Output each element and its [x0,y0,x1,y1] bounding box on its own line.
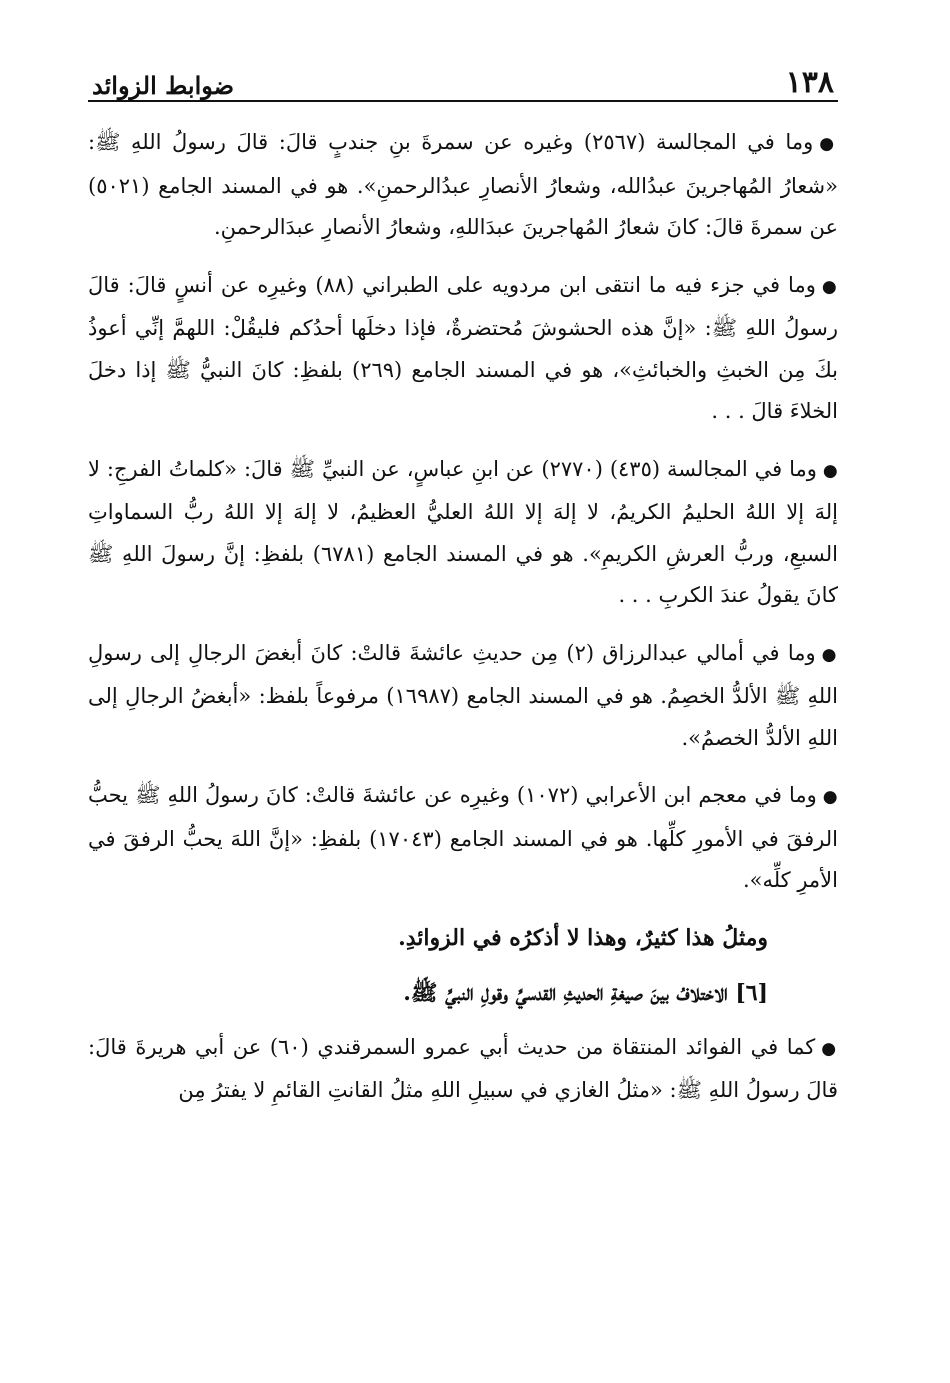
page-content [88,122,838,1112]
paragraph-text: وما في المجالسة (٢٥٦٧) وغيره عن سمرةَ بنِ جندبٍ قالَ: قالَ رسولُ اللهِ ﷺ: «شعارُ المُهاجرينَ عبدُالله، وشعارُ الأنصارِ عبدُالرحمنِ». هو في المسند الجامع (٥٠٢١) عن سمرةَ قالَ: كانَ شعارُ المُهاجرينَ عبدَاللهِ، وشعارُ الأنصارِ عبدَالرحمنِ. [88,130,838,239]
closing-note: ومثلُ هذا كثيرٌ، وهذا لا أذكرُه في الزوائدِ. [398,924,768,951]
paragraph-text: وما في أمالي عبدالرزاق (٢) مِن حديثِ عائشةَ قالتْ: كانَ أبغضَ الرجالِ إلى رسولِ اللهِ ﷺ الألدُّ الخصِمُ. هو في المسند الجامع (١٦٩٨٧) مرفوعاً بلفظ: «أبغضُ الرجالِ إلى اللهِ الألدُّ الخصمُ». [88,640,838,750]
bullet-icon: ● [821,276,838,297]
page [88,58,838,1348]
paragraph [88,1027,838,1112]
paragraph-text: وما في المجالسة (٤٣٥) (٢٧٧٠) عن ابنِ عباسٍ، عن النبيِّ ﷺ قالَ: «كلماتُ الفرجِ: لا إلهَ إلا اللهُ الحليمُ الكريمُ، لا إلهَ إلا اللهُ العليُّ العظيمُ، لا إلهَ إلا اللهُ ربُّ السماواتِ السبعِ، وربُّ العرشِ الكريمِ». هو في المسند الجامع (٦٧٨١) بلفظِ: إنَّ رسولَ اللهِ ﷺ كانَ يقولُ عندَ الكربِ . . . [88,456,839,607]
paragraph-text: وما في جزء فيه ما انتقى ابن مردويه على الطبراني (٨٨) وغيرِه عن أنسٍ قالَ: قالَ رسولُ اللهِ ﷺ: «إنَّ هذه الحشوشَ مُحتضرةٌ، فإذا دخلَها أحدُكم فليقُلْ: اللهمَّ إنِّي أعوذُ بكَ مِن الخبثِ والخبائثِ»، هو في المسند الجامع (٢٦٩) بلفظِ: كانَ النبيُّ ﷺ إذا دخلَ الخلاءَ قالَ . . . [88,272,838,423]
bullet-icon: ● [821,1038,838,1059]
bullet-icon: ● [819,134,838,154]
paragraph [88,265,838,433]
paragraph-text: كما في الفوائد المنتقاة من حديث أبي عمرو السمرقندي (٦٠) عن أبي هريرةَ قالَ: قالَ رسولُ اللهِ ﷺ: «مثلُ الغازي في سبيلِ اللهِ مثلُ القانتِ القائمِ لا يفترُ مِن [88,1034,838,1102]
paragraph [88,122,838,249]
paragraph [88,775,838,902]
paragraph [88,633,838,760]
bullet-icon: ● [822,460,838,481]
running-title: ضوابط الزوائد [92,71,235,100]
page-header [88,58,838,102]
paragraph [88,449,838,617]
bullet-icon: ● [821,644,838,665]
section-heading: [٦] الاختلافُ بينَ صيغةِ الحديثِ القدسيِّ وقولِ النبيِّ ﷺ. [403,980,768,1006]
page-number: ١٣٨ [785,65,834,100]
paragraph-text: وما في معجم ابن الأعرابي (١٠٧٢) وغيرِه عن عائشةَ قالتْ: كانَ رسولُ اللهِ ﷺ يحبُّ الرفقَ في الأمورِ كلِّها. هو في المسند الجامع (١٧٠٤٣) بلفظِ: «إنَّ اللهَ يحبُّ الرفقَ في الأمرِ كلِّه». [88,783,838,892]
bullet-icon: ● [822,787,838,807]
